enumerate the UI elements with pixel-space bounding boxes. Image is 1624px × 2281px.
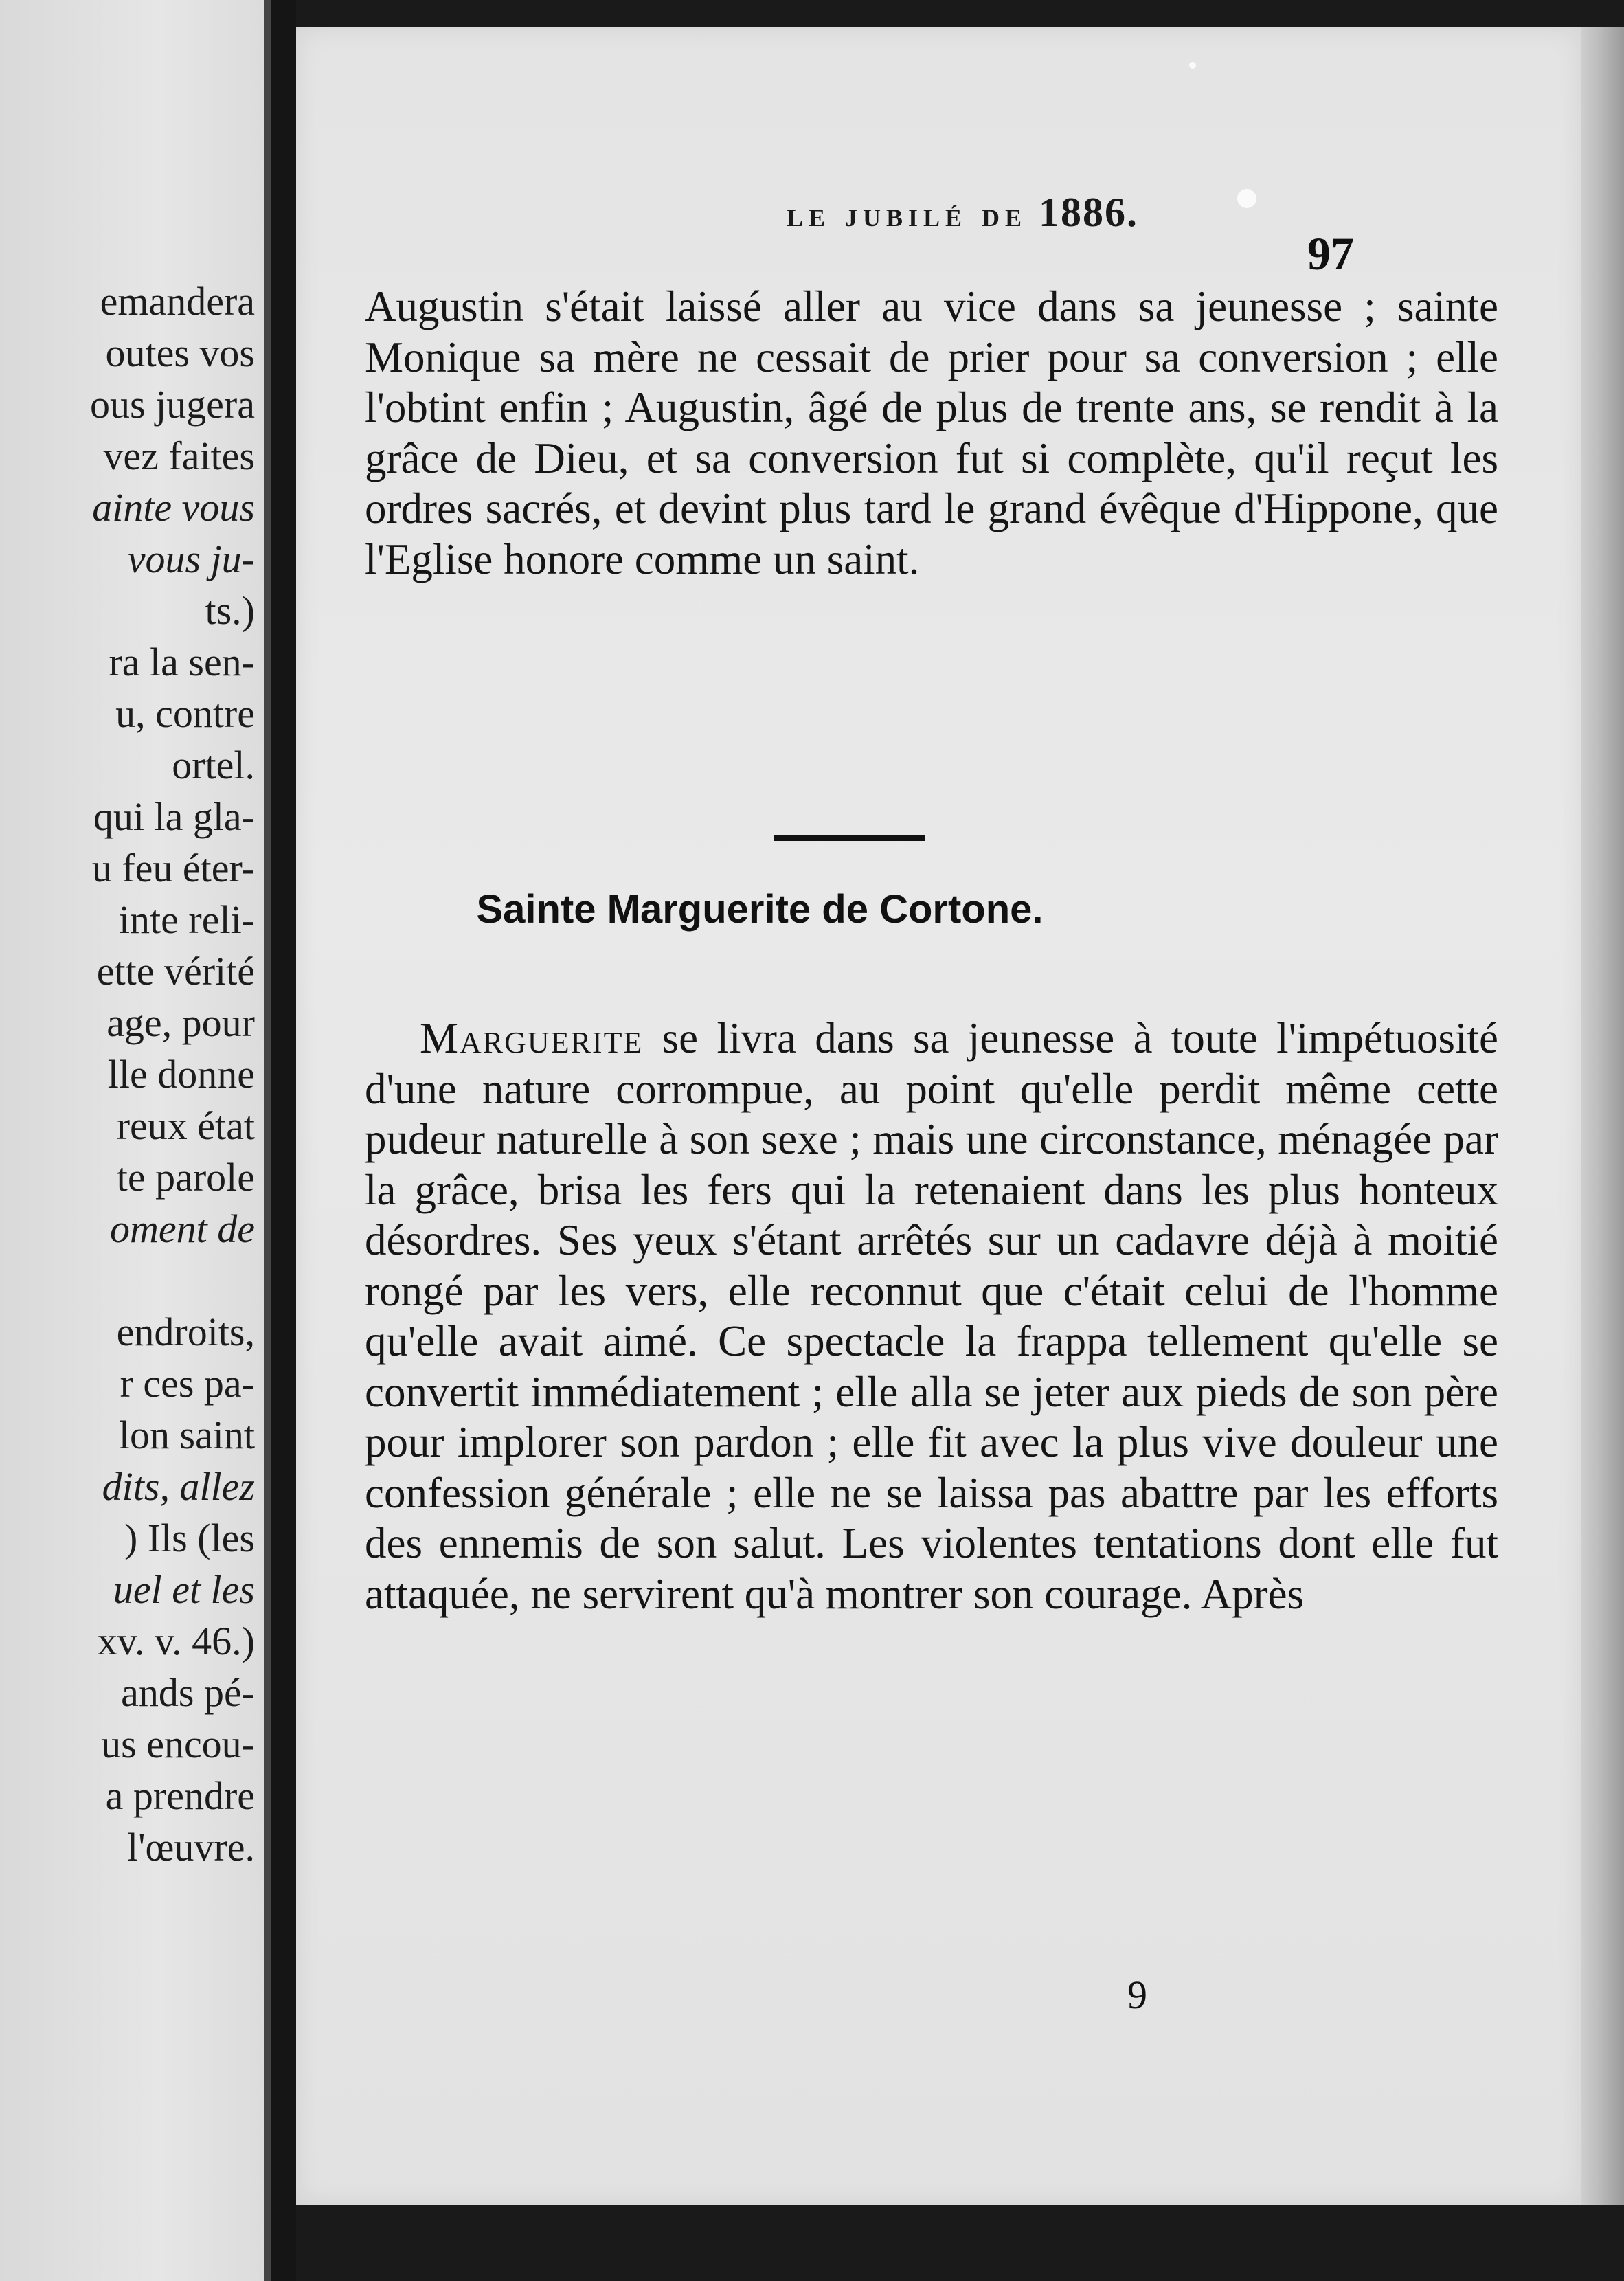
left-page-line: ) Ils (les — [124, 1516, 255, 1560]
page-number: 97 — [1307, 227, 1354, 280]
section-divider — [774, 835, 925, 841]
paragraph-marguerite — [365, 1013, 1498, 1619]
left-page-line: lle donne — [107, 1052, 255, 1097]
left-page — [0, 0, 264, 2281]
running-head-year: 1886. — [1039, 190, 1139, 235]
paragraph-2-text: se livra dans sa jeunesse à toute l'impétuosité d'une nature corrompue, au point qu'elle perdit même cette pudeur naturelle à son sexe ; mais une circonstance, ménagée par la grâce, brisa les fers qui la retenaient dans les plus honteux désordres. Ses yeux s'étant arrêtés sur un cadavre déjà à moitié rongé par les vers, elle reconnut que c'était celui de l'homme qu'elle avait aimé. Ce spectacle la frappa tellement qu'elle se convertit immédiatement ; elle alla se jeter aux pieds de son père pour implorer son pardon ; elle fit avec la plus vive douleur une confession générale ; elle ne se laissa pas abattre par les efforts des ennemis de son salut. Les violentes tentations dont elle fut attaquée, ne servirent qu'à montrer son courage. Après — [365, 1014, 1498, 1618]
left-page-line: ands pé- — [121, 1670, 255, 1715]
left-page-line: ous jugera — [90, 382, 255, 427]
left-page-line: l'œuvre. — [126, 1825, 255, 1869]
left-page-line: ts.) — [205, 588, 255, 633]
left-page-line: vez faites — [103, 434, 255, 478]
paragraph-augustin — [365, 282, 1498, 585]
running-head-title: le jubilé de — [786, 195, 1028, 234]
left-page-line: us encou- — [101, 1722, 255, 1766]
left-page-line: emandera — [100, 279, 255, 324]
left-page-line: dits, allez — [102, 1464, 255, 1509]
signature-mark: 9 — [1127, 1973, 1147, 2017]
left-page-line: uel et les — [113, 1567, 255, 1612]
left-page-line: inte reli- — [118, 897, 255, 942]
running-head — [585, 189, 1340, 236]
right-page — [296, 27, 1581, 2205]
left-page-line: xv. v. 46.) — [97, 1619, 255, 1663]
left-page-line: endroits, — [116, 1310, 255, 1354]
scan-border — [296, 2205, 1624, 2281]
left-page-line: ortel. — [172, 743, 255, 787]
left-page-line: reux état — [116, 1103, 255, 1148]
paper-fleck — [1237, 189, 1256, 208]
left-page-line: ette vérité — [96, 949, 255, 993]
paragraph-2-lead: Marguerite — [420, 1014, 644, 1062]
left-page-line: oment de — [110, 1206, 255, 1251]
left-page-line: r ces pa- — [120, 1361, 255, 1406]
paragraph-1-text: Augustin s'était laissé aller au vice dans sa jeunesse ; sainte Monique sa mère ne cessait de prier pour sa conversion ; elle l'obtint enfin ; Augustin, âgé de plus de trente ans, se rendit à la grâce de Dieu, et sa conversion fut si complète, qu'il reçut les ordres sacrés, et devint plus tard le grand évêque d'Hippone, que l'Eglise honore comme un saint. — [365, 282, 1498, 583]
page-edge — [1581, 27, 1624, 2205]
paragraph-2 — [365, 1013, 1498, 1619]
section-title: Sainte Marguerite de Cortone. — [476, 887, 1044, 932]
left-page-line: u feu éter- — [91, 846, 255, 890]
left-page-line: vous ju- — [127, 537, 255, 581]
left-page-line: outes vos — [105, 330, 255, 375]
paper-fleck — [1189, 62, 1196, 69]
left-page-line: a prendre — [105, 1773, 255, 1818]
left-page-line: qui la gla- — [93, 794, 255, 839]
left-page-line: ra la sen- — [109, 640, 255, 684]
left-page-line: age, pour — [106, 1000, 255, 1045]
left-page-line: ainte vous — [92, 485, 255, 530]
gutter-edge — [264, 0, 271, 2281]
left-page-line: lon saint — [118, 1413, 255, 1457]
left-page-line: te parole — [116, 1155, 255, 1200]
left-page-line: u, contre — [115, 691, 255, 736]
